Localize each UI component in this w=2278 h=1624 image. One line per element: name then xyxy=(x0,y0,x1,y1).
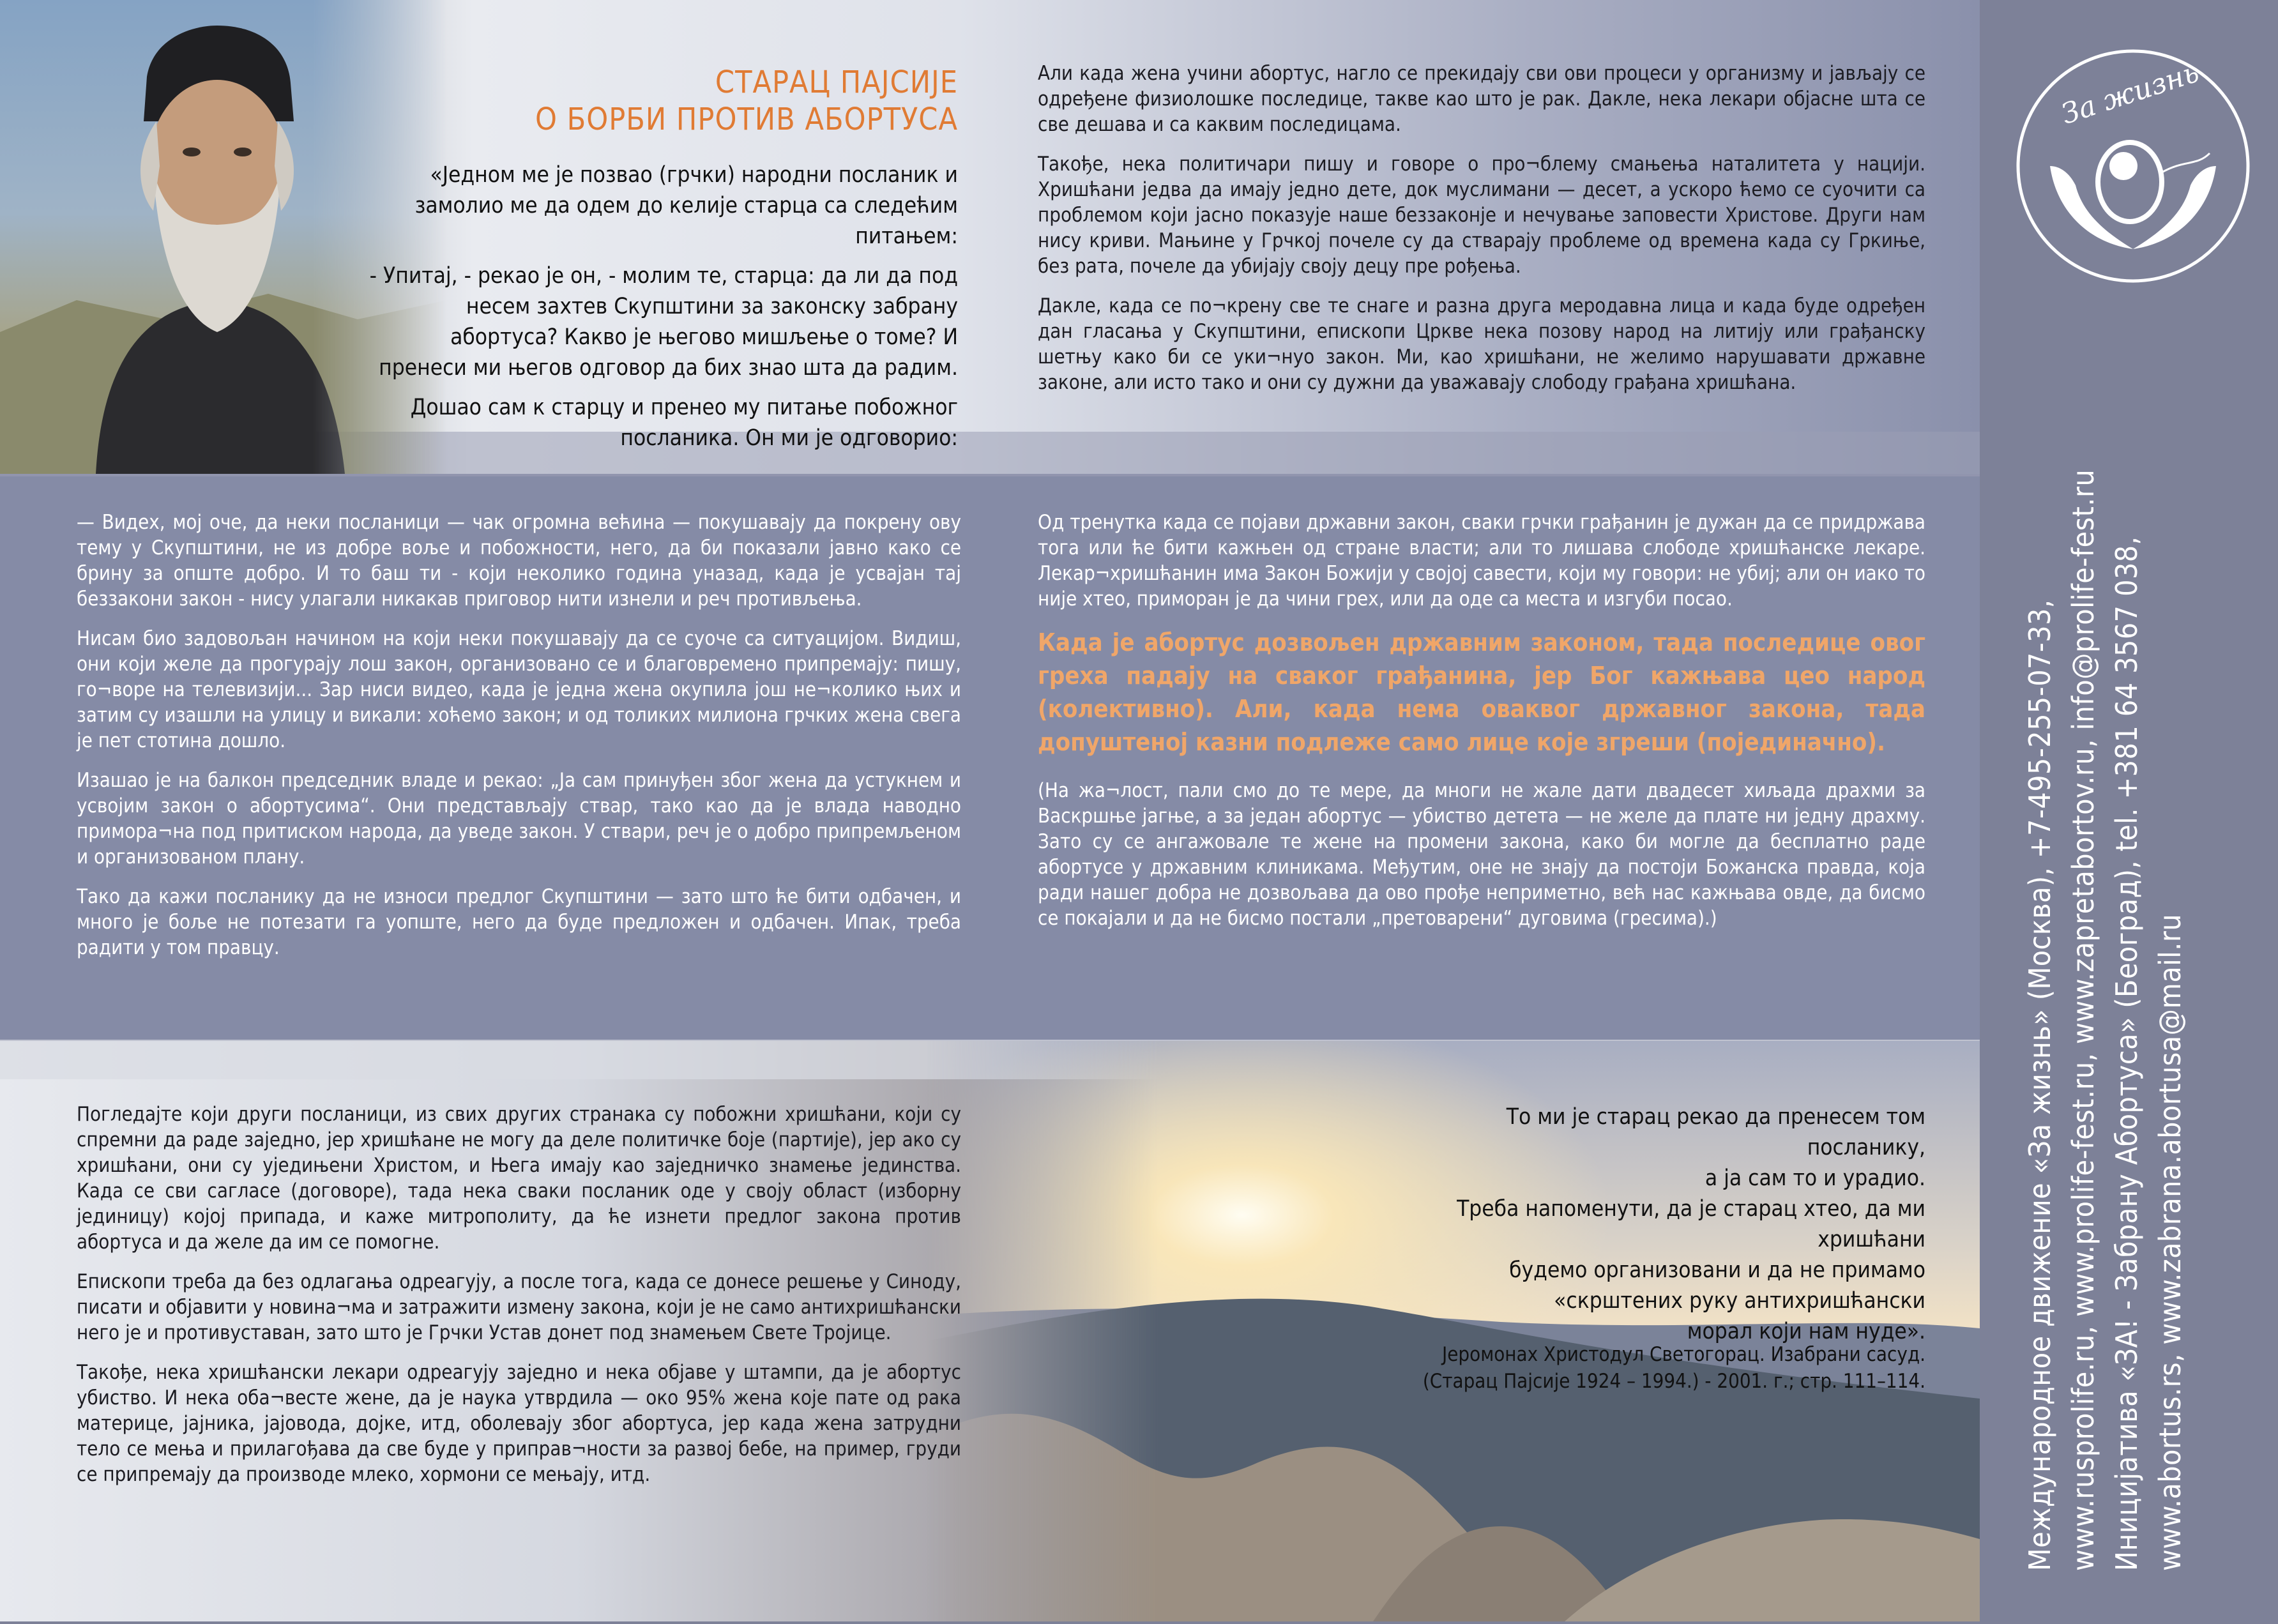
middle-left-column xyxy=(77,510,961,975)
paragraph: Погледајте који други посланици, из свих других странака су побожни хришћани, који су спремни да раде заједно, јер хришћане не могу да деле политичке боје (партије), јер ако су хришћани, они су уједињени Христом, и Њега имају као заједничко знамење јединства. Када се сви сагласе (договоре), тада нека сваки посланик оде у своју област (изборну јединицу) којој припада, и каже митрополиту, да ће изнети предлог закона против абортуса и да желе да им се помогне. xyxy=(77,1103,961,1254)
paragraph: Епископи треба да без одлагања одреагују, а после тога, када се донесе решење у Синоду, писати и објавити у новина¬ма и затражити измену закона, који је не само антихришћански него је и противуставан, зато што је Грчки Устав донет под знамењем Свете Тројице. xyxy=(77,1270,961,1344)
paragraph: — Видех, мој оче, да неки посланици — чак огромна већина — покушавају да покрену ову тему у Скупштини, не из добре воље и побожности, него, да би показали јавно како се брину за опште добро. И то баш ти - који неколико година уназад, када је усвајан тај беззакони закон - нису улагали никакав приговор нити изнели и реч противљења. xyxy=(77,511,961,611)
paragraph: Изашао је на балкон председник владе и рекао: „Ја сам принуђен због жена да устукнем и усвојим закон о абортусима“. Они представљају ствар, тако као да је влада наводно примора¬на под притиском народа, да уведе закон. У ствари, реч је о добро припремљеном и организованом плану. xyxy=(77,769,961,869)
paragraph: Дакле, када се по¬крену све те снаге и разна друга меродавна лица и када буде одређен дан гласања у Скупштини, епископи Цркве нека позову народ на литију или грађанску шетњу како би се уки¬нуо закон. Ми, као хришћани, не желимо нарушавати државне законе, али исто тако и они су дужни да уважавају слободу грађана хришћана. xyxy=(1038,294,1925,394)
source-citation xyxy=(1367,1341,1925,1395)
quote-line: То ми је старац рекао да пренесем том посланику, xyxy=(1506,1104,1925,1160)
quote-line: морал који нам нуде». xyxy=(1687,1319,1925,1344)
bottom-left-column xyxy=(77,1102,961,1501)
intro-paragraph: - Упитај, - рекао је он, - молим те, старца: да ли да под несем захтев Скупштини за законску забрану абортуса? Какво је његово мишљење о томе? И пренеси ми његов одговор да бих знао шта да радим. xyxy=(369,263,958,381)
paragraph: Такође, нека хришћански лекари одреагују заједно и нека објаве у штампи, да је абортус убиство. И нека оба¬весте жене, да је наука утврдила — око 95% жена које пате од рака материце, јајника, јајовода, дојке, итд, оболевају због абортуса, јер када жена затрудни тело се мења и прилагођава да све буде у приправ¬ности за развој бебе, на пример, груди се припремају да производе млеко, хормони се мењају, итд. xyxy=(77,1361,961,1486)
logo-emblem xyxy=(2005,38,2261,294)
paragraph: Такође, нека политичари пишу и говоре о про¬блему смањења наталитета у нацији. Хришћани једва да имају једно дете, док муслимани — десет, а ускоро ћемо се суочити са проблемом који јасно показује наше беззаконје и нечување заповести Христове. Други нам нису криви. Мањине у Грчкој почеле су да стварају проблеме од времена када су Гркиње, без рата, почеле да убијају своју децу пре рођења. xyxy=(1038,153,1925,278)
title-line: О БОРБИ ПРОТИВ АБОРТУСА xyxy=(535,102,958,137)
contact-line: www.abortus.rs, www.zabrana.abortusa@mail.ru xyxy=(2153,913,2187,1571)
quote-line: будемо организовани и да не примамо xyxy=(1509,1257,1925,1283)
intro-paragraph: «Једном ме је позвао (грчки) народни посланик и замолио ме да одем до келије старца са следећим питањем: xyxy=(414,162,958,249)
note-paragraph: (На жа¬лост, пали смо до те мере, да многи не жале дати двадесет хиљада драхми за Васкршње јагње, а за један абортус — убиство детета — не желе да плате ни једну драхму. Зато су се ангажовале те жене на промени закона, како би могле да бесплатно раде абортусе у државним клиникама. Међутим, оне не знају да постоји Божанска правда, која ради нашег добра не дозвољава да ово прође неприметно, већ нас кажњава овде, да бисмо се покајали и да не бисмо постали „претоварени“ дуговима (гресима).) xyxy=(1038,779,1925,930)
middle-right-column xyxy=(1038,510,1925,945)
top-right-column xyxy=(1038,61,1925,409)
quote-line: «скрштених руку антихришћански xyxy=(1554,1288,1925,1314)
highlight-statement: Када је абортус дозвољен државним законом, тада последице овог греха падају на сваког грађанина, јер Бог кажњава цео народ (колективно). Али, када нема оваквог државног закона, тада допуштеној казни подлеже само лице које згреши (појединачно). xyxy=(1038,628,1925,756)
paragraph: Од тренутка када се појави државни закон, сваки грчки грађанин је дужан да се придржава тога или ће бити кажњен од стране власти; али то лишава слободе хришћанске лекаре. Лекар¬хришћанин има Закон Божији у својој савести, који му говори: не убиј; али он иако то није хтео, приморан је да чини грех, или да оде са места и изгуби посао. xyxy=(1038,511,1925,611)
closing-quote xyxy=(1443,1102,1925,1347)
logo-text: За жизнь xyxy=(2057,56,2203,131)
contact-line: Иницијатива «ЗА! - Забрану Абортуса» (Београд), tel. +381 64 3567 038, xyxy=(2109,536,2144,1571)
source-line: (Старац Пајсије 1924 – 1994.) - 2001. г.; стр. 111–114. xyxy=(1422,1370,1925,1393)
quote-line: а ја сам то и урадио. xyxy=(1705,1165,1925,1191)
paragraph: Али када жена учини абортус, нагло се прекидају сви ови процеси у организму и јављају се одређене физиолошке последице, такве као што је рак. Дакле, нека лекари објасне шта се све дешава и са каквим последицама. xyxy=(1038,62,1925,136)
quote-line: Треба напоменути, да је старац хтео, да ми хришћани xyxy=(1457,1196,1925,1252)
intro-quote xyxy=(364,160,958,462)
contact-info xyxy=(2018,370,2235,1571)
article-title xyxy=(485,64,958,138)
title-line: СТАРАЦ ПАЈСИЈЕ xyxy=(715,65,958,100)
intro-paragraph: Дошао сам к старцу и пренео му питање побожног посланика. Он ми је одговорио: xyxy=(410,395,958,451)
contact-line: Международное движение «За жизнь» (Москва), +7-495-255-07-33, xyxy=(2023,599,2057,1571)
paragraph: Тако да кажи посланику да не износи предлог Скупштини — зато што ће бити одбачен, и много је боље не потезати га уопште, него да буде предложен и одбачен. Ипак, треба радити у том правцу. xyxy=(77,885,961,959)
paragraph: Нисам био задовољан начином на који неки покушавају да се суоче са ситуацијом. Видиш, они који желе да прогурају лош закон, организовано се и благовремено припремају: пишу, го¬воре на телевизији... Зар ниси видео, када је једна жена окупила још не¬колико њих и затим су изашли на улицу и викали: хоћемо закон; и од толиких милиона грчких жена свега је пет стотина дошло. xyxy=(77,627,961,752)
contact-line: www.rusprolife.ru, www.prolife-fest.ru, www.zapretabortov.ru, info@prolife-fest.ru xyxy=(2066,469,2100,1571)
za-zhizn-logo xyxy=(2005,38,2261,294)
source-line: Јеромонах Христодул Светогорац. Изабрани сасуд. xyxy=(1442,1343,1925,1366)
